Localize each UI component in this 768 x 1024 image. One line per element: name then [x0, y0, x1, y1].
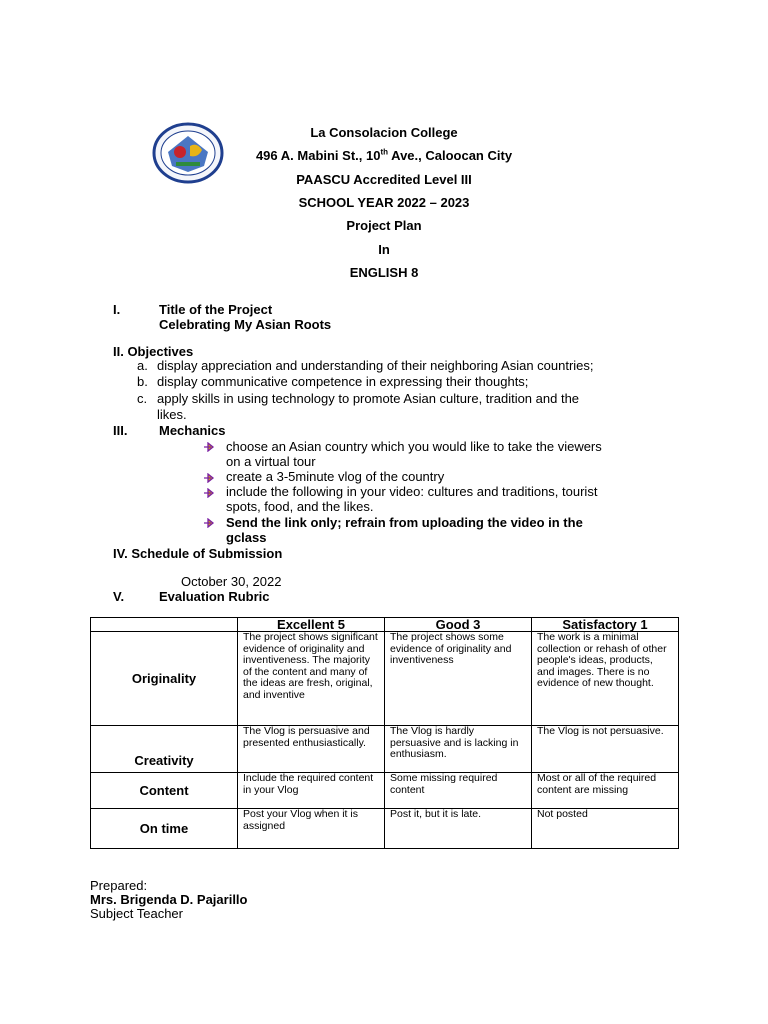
section-5-number: V.: [113, 589, 125, 604]
section-2-heading: II. Objectives: [113, 344, 194, 359]
table-row: [91, 632, 679, 726]
table-cell: The Vlog is persuasive and presented enthusiastically.: [238, 726, 385, 773]
objective-letter: a.: [137, 358, 148, 373]
mechanics-item: Send the link only; refrain from uploading the video in the: [226, 515, 583, 530]
table-cell: The project shows significant evidence of originality and inventiveness. The majority of the content and many of the ideas are fresh, original, and inventive: [238, 632, 385, 726]
table-cell: Include the required content in your Vlog: [238, 773, 385, 809]
table-cell: The Vlog is hardly persuasive and is lacking in enthusiasm.: [385, 726, 532, 773]
table-cell: Not posted: [532, 809, 679, 849]
criterion-label: Content: [91, 773, 238, 809]
mechanics-item: choose an Asian country which you would like to take the viewers: [226, 439, 602, 454]
criterion-label: On time: [91, 809, 238, 849]
document-type: Project Plan: [346, 218, 422, 233]
mechanics-item-continued: on a virtual tour: [226, 454, 316, 469]
table-cell: Some missing required content: [385, 773, 532, 809]
objective-item: display appreciation and understanding of their neighboring Asian countries;: [157, 358, 594, 373]
arrow-bullet-icon: [204, 442, 216, 452]
table-cell: The project shows some evidence of originality and inventiveness: [385, 632, 532, 726]
accreditation: PAASCU Accredited Level III: [296, 172, 472, 187]
subject-title: ENGLISH 8: [349, 265, 419, 280]
criterion-label: Originality: [91, 632, 238, 726]
table-header-cell: Excellent 5: [238, 618, 385, 632]
evaluation-rubric-table: [90, 617, 679, 849]
objective-item: apply skills in using technology to promote Asian culture, tradition and the: [157, 391, 580, 406]
table-cell: Post your Vlog when it is assigned: [238, 809, 385, 849]
mechanics-item: include the following in your video: cultures and traditions, tourist: [226, 484, 598, 499]
teacher-role: Subject Teacher: [90, 906, 183, 921]
table-cell: Post it, but it is late.: [385, 809, 532, 849]
table-header-cell: [91, 618, 238, 632]
mechanics-item-continued: spots, food, and the likes.: [226, 499, 374, 514]
table-header-cell: Good 3: [385, 618, 532, 632]
school-year: SCHOOL YEAR 2022 – 2023: [298, 195, 470, 210]
objective-item-continued: likes.: [157, 407, 187, 422]
table-cell: The Vlog is not persuasive.: [532, 726, 679, 773]
in-label: In: [378, 242, 390, 257]
college-name: La Consolacion College: [310, 125, 458, 140]
section-4-heading: IV. Schedule of Submission: [113, 546, 283, 561]
criterion-label: Creativity: [91, 726, 238, 773]
submission-date: October 30, 2022: [181, 574, 282, 589]
table-cell: The work is a minimal collection or rehash of other people's ideas, products, and images. There is no evidence of new thought.: [532, 632, 679, 726]
table-row: [91, 809, 679, 849]
objective-item: display communicative competence in expressing their thoughts;: [157, 374, 529, 389]
mechanics-item-continued: gclass: [226, 530, 267, 545]
section-3-number: III.: [113, 423, 128, 438]
objective-letter: c.: [137, 391, 148, 406]
section-1-number: I.: [113, 302, 121, 317]
table-row: [91, 773, 679, 809]
table-cell: Most or all of the required content are missing: [532, 773, 679, 809]
teacher-name: Mrs. Brigenda D. Pajarillo: [90, 892, 248, 907]
arrow-bullet-icon: [204, 473, 216, 483]
prepared-label: Prepared:: [90, 878, 148, 893]
college-address: 496 A. Mabini St., 10th Ave., Caloocan City: [255, 147, 513, 163]
arrow-bullet-icon: [204, 518, 216, 528]
project-title: Celebrating My Asian Roots: [159, 317, 332, 332]
section-5-heading: Evaluation Rubric: [159, 589, 270, 604]
section-1-heading: Title of the Project: [159, 302, 273, 317]
table-header-cell: Satisfactory 1: [532, 618, 679, 632]
objective-letter: b.: [137, 374, 148, 389]
section-3-heading: Mechanics: [159, 423, 226, 438]
arrow-bullet-icon: [204, 488, 216, 498]
table-row: [91, 726, 679, 773]
table-header-row: [91, 618, 679, 632]
mechanics-item: create a 3-5minute vlog of the country: [226, 469, 445, 484]
